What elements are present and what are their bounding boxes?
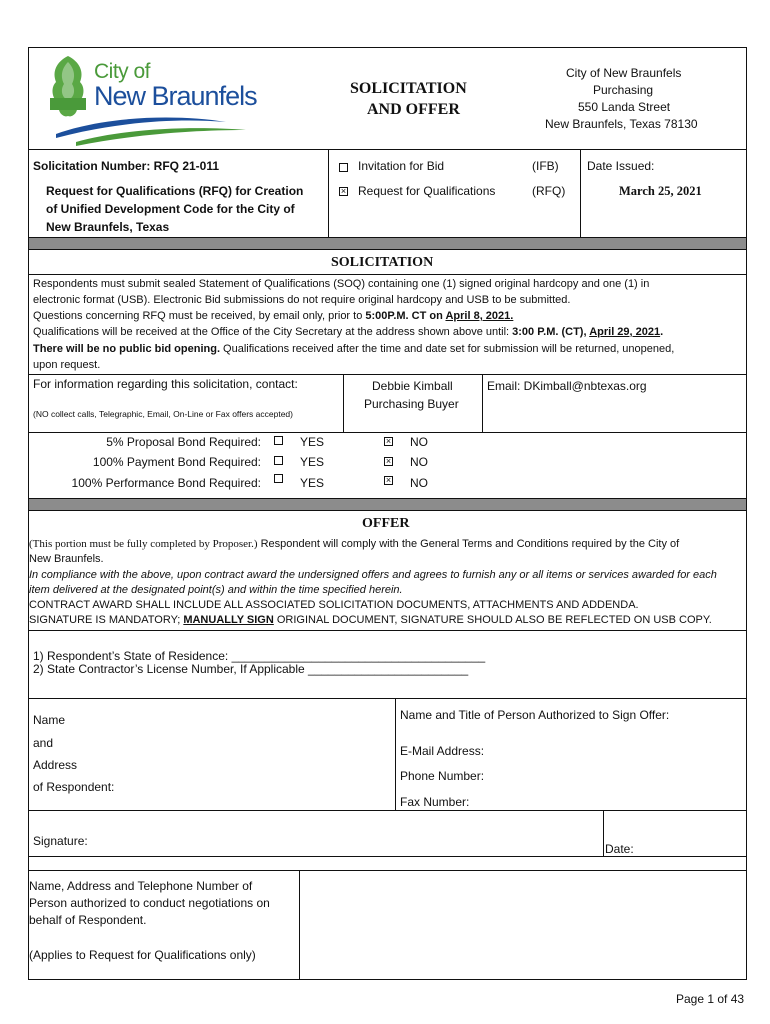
divider (29, 149, 746, 150)
rfq-checkbox[interactable]: × (340, 186, 347, 196)
org-line1: City of New Braunfels (566, 66, 682, 80)
solicitation-description-line3: New Braunfels, Texas (46, 220, 170, 234)
p4-bold: There will be no public bid opening. (33, 343, 220, 355)
bond-yes-checkbox[interactable] (274, 474, 283, 483)
divider (395, 698, 396, 810)
page-title-line1: SOLICITATION (350, 80, 467, 97)
offer-p1-serif: (This portion must be fully completed by Proposer.) (29, 538, 258, 550)
p2-date: April 8, 2021. (445, 310, 514, 322)
offer-p4-b: MANUALLY SIGN (183, 614, 274, 626)
divider (29, 432, 746, 433)
bond-label: 100% Payment Bond Required: (92, 455, 261, 469)
bond-no-checkbox[interactable]: × (385, 456, 392, 466)
solicitation-p4-line2: upon request. (33, 359, 101, 371)
negotiator-line2: Person authorized to conduct negotiations on (29, 896, 270, 910)
p3-end: . (660, 326, 664, 338)
p2-text: Questions concerning RFQ must be received, by email only, prior to (33, 310, 366, 322)
offer-p4 (29, 614, 712, 626)
bond-no-checkbox[interactable]: × (385, 475, 392, 485)
p3-text: Qualifications will be received at the Office of the City Secretary at the address shown above until: (33, 326, 513, 338)
solicitation-number: Solicitation Number: RFQ 21-011 (33, 159, 220, 173)
negotiator-note: (Applies to Request for Qualifications only) (29, 948, 256, 962)
org-line2: Purchasing (593, 83, 654, 97)
negotiator-line3: behalf of Respondent. (29, 913, 147, 927)
logo-line2: New Braunfels (94, 81, 257, 111)
offer-p3: CONTRACT AWARD SHALL INCLUDE ALL ASSOCIATED SOLICITATION DOCUMENTS, ATTACHMENTS AND ADDENDA. (29, 599, 639, 611)
p4-text: Qualifications received after the time and date set for submission will be returned, unopened, (220, 343, 675, 355)
address-label: Address (33, 758, 78, 772)
offer-p4-a: SIGNATURE IS MANDATORY; (29, 614, 184, 626)
solicitation-description-line1: Request for Qualifications (RFQ) for Creation (46, 184, 304, 198)
offer-heading: OFFER (362, 516, 410, 531)
divider (29, 856, 746, 857)
offer-p2-line1: In compliance with the above, upon contract award the undersigned offers and agrees to furnish any or all items or services awarded for each (29, 569, 717, 581)
divider (29, 374, 746, 375)
p2-bold: 5:00P.M. CT on (365, 310, 446, 322)
ifb-abbr: (IFB) (532, 159, 559, 173)
org-line4: New Braunfels, Texas 78130 (545, 117, 698, 131)
ifb-label: Invitation for Bid (358, 159, 445, 173)
divider (343, 374, 344, 432)
offer-p2-line2: item delivered at the designated point(s) and within the time specified herein. (29, 584, 403, 596)
rfq-abbr: (RFQ) (532, 184, 566, 198)
state-residence-field[interactable]: 1) Respondent’s State of Residence: ______________________________________ (33, 649, 486, 663)
phone-label: Phone Number: (400, 769, 485, 783)
offer-p1-rest: Respondent will comply with the General Terms and Conditions required by the City of (257, 538, 680, 550)
divider (29, 274, 746, 275)
contractor-license-field[interactable]: 2) State Contractor’s License Number, If Applicable ________________________ (33, 662, 469, 676)
divider (299, 870, 300, 979)
page-number: Page 1 of 43 (676, 992, 745, 1006)
ifb-checkbox[interactable] (339, 163, 348, 172)
p3-bold: 3:00 P.M. (CT), (512, 326, 590, 338)
bond-label: 100% Performance Bond Required: (71, 476, 261, 490)
divider (29, 698, 746, 699)
solicitation-description-line2: of Unified Development Code for the City of (46, 202, 295, 216)
date-issued-label: Date Issued: (587, 159, 655, 173)
contact-title: Purchasing Buyer (364, 397, 459, 411)
negotiator-line1: Name, Address and Telephone Number of (29, 879, 253, 893)
logo-line1: City of (94, 60, 151, 83)
divider (29, 630, 746, 631)
offer-p4-c: ORIGINAL DOCUMENT, SIGNATURE SHOULD ALSO BE REFLECTED ON USB COPY. (273, 614, 712, 626)
section-separator (29, 498, 746, 511)
org-line3: 550 Landa Street (578, 100, 671, 114)
and-label: and (33, 736, 54, 750)
rfq-label: Request for Qualifications (358, 184, 496, 198)
bond-yes-label: YES (300, 476, 325, 490)
divider (482, 374, 483, 432)
date-label[interactable]: Date: (605, 842, 634, 856)
bond-no-label: NO (410, 435, 428, 449)
bond-no-label: NO (410, 476, 428, 490)
divider (580, 149, 581, 237)
contact-note: (NO collect calls, Telegraphic, Email, On-Line or Fax offers accepted) (33, 409, 293, 419)
solicitation-p1-line1: Respondents must submit sealed Statement of Qualifications (SOQ) containing one (1) signed original hardcopy and one (1) in (33, 278, 650, 290)
of-respondent-label: of Respondent: (33, 780, 115, 794)
section-separator (29, 237, 746, 250)
bond-no-label: NO (410, 455, 428, 469)
divider (328, 149, 329, 237)
solicitation-heading: SOLICITATION (331, 255, 434, 270)
divider (603, 810, 604, 856)
page-title-line2: AND OFFER (367, 101, 460, 118)
bond-yes-label: YES (300, 435, 325, 449)
contact-email: Email: DKimball@nbtexas.org (487, 379, 647, 393)
solicitation-p1-line2: electronic format (USB). Electronic Bid submissions do not require original hardcopy and USB to be submitted. (33, 294, 571, 306)
p3-date: April 29, 2021 (589, 326, 661, 338)
contact-label: For information regarding this solicitation, contact: (33, 377, 298, 391)
solicitation-p3 (33, 326, 663, 338)
bond-no-checkbox[interactable]: × (385, 436, 392, 446)
solicitation-p2 (33, 310, 513, 322)
divider (29, 810, 746, 811)
divider (29, 870, 746, 871)
solicitation-p4 (33, 343, 674, 355)
authorized-signer-label: Name and Title of Person Authorized to Sign Offer: (400, 708, 670, 722)
bond-label: 5% Proposal Bond Required: (106, 435, 261, 449)
email-label: E-Mail Address: (400, 744, 485, 758)
bond-yes-checkbox[interactable] (274, 436, 283, 445)
bond-yes-label: YES (300, 455, 325, 469)
bond-yes-checkbox[interactable] (274, 456, 283, 465)
name-label: Name (33, 713, 66, 727)
date-issued-value: March 25, 2021 (619, 184, 702, 198)
offer-p1-line2: New Braunfels. (29, 553, 104, 565)
contact-name: Debbie Kimball (372, 379, 453, 393)
offer-p1 (29, 538, 679, 550)
fax-label: Fax Number: (400, 795, 470, 809)
signature-label[interactable]: Signature: (33, 834, 88, 848)
